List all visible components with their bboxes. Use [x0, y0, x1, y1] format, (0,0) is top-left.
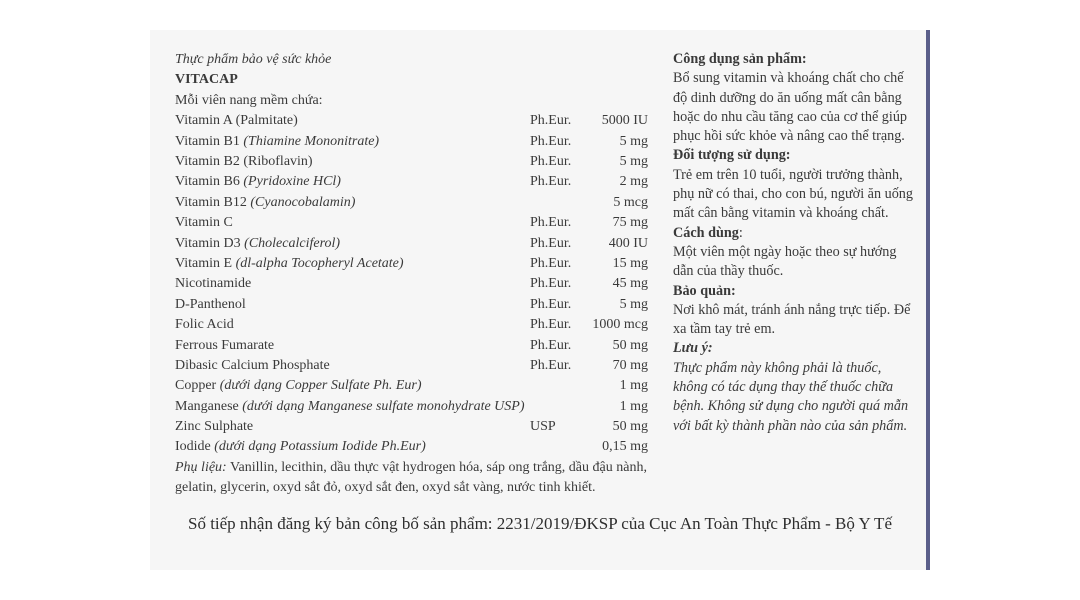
ingredient-quantity: 400 IU — [608, 235, 648, 251]
ingredient-name: D-Panthenol — [175, 296, 246, 312]
ingredient-row — [175, 111, 655, 131]
ingredient-row — [175, 172, 655, 192]
ingredient-name: Vitamin B6 (Pyridoxine HCl) — [175, 174, 341, 190]
ingredient-name: Vitamin D3 (Cholecalciferol) — [175, 235, 341, 251]
ingredient-standard: Ph.Eur. — [530, 317, 572, 333]
ingredient-row — [175, 295, 655, 315]
ingredient-row — [175, 376, 655, 396]
ingredient-note: (Pyridoxine HCl) — [243, 174, 341, 190]
ingredient-standard: USP — [530, 419, 556, 435]
ingredient-standard: Ph.Eur. — [530, 215, 572, 231]
ingredient-quantity: 50 mg — [612, 419, 648, 435]
ingredient-name: Iodide (dưới dạng Potassium Iodide Ph.Eur) — [175, 439, 426, 455]
ingredient-name: Vitamin A (Palmitate) — [175, 113, 298, 129]
ingredient-quantity: 5 mg — [619, 296, 648, 312]
note-text: Thực phẩm này không phải là thuốc, không có tác dụng thay thế thuốc chữa bệnh. Không sử dụng cho người quá mẫn với bất kỳ thành phần nào của sản phẩm. — [673, 359, 909, 434]
ingredient-name: Folic Acid — [175, 317, 234, 333]
ingredient-name: Dibasic Calcium Phosphate — [175, 357, 330, 373]
info-panel — [673, 50, 913, 436]
usage-text: Một viên một ngày hoặc theo sự hướng dẫn của thầy thuốc. — [673, 243, 897, 280]
uses-title: Công dụng sản phẩm: — [673, 51, 807, 67]
product-category: Thực phẩm bảo vệ sức khỏe — [175, 52, 332, 67]
ingredient-quantity: 0,15 mg — [602, 439, 648, 455]
ingredient-name: Vitamin B1 (Thiamine Mononitrate) — [175, 133, 380, 149]
excipients — [175, 458, 655, 499]
target-title: Đối tượng sử dụng: — [673, 147, 791, 164]
ingredient-note: (dưới dạng Manganese sulfate monohydrate USP) — [242, 398, 525, 414]
ingredient-name: Vitamin E (dl-alpha Tocopheryl Acetate) — [175, 255, 404, 271]
ingredient-row — [175, 213, 655, 233]
ingredient-name: Manganese (dưới dạng Manganese sulfate monohydrate USP) — [175, 398, 525, 414]
ingredient-name: Zinc Sulphate — [175, 419, 254, 435]
per-capsule-heading: Mỗi viên nang mềm chứa: — [175, 92, 323, 108]
ingredient-quantity: 5 mg — [619, 154, 648, 169]
ingredient-standard: Ph.Eur. — [530, 357, 572, 373]
ingredient-name: Ferrous Fumarate — [175, 337, 275, 353]
ingredient-quantity: 1 mg — [619, 398, 648, 414]
storage-text: Nơi khô mát, tránh ánh nắng trực tiếp. Để xa tầm tay trẻ em. — [673, 301, 911, 338]
ingredient-row — [175, 132, 655, 152]
ingredient-note: (Cyanocobalamin) — [250, 194, 356, 210]
ingredient-standard: Ph.Eur. — [530, 235, 572, 251]
ingredient-note: (dưới dạng Copper Sulfate Ph. Eur) — [219, 378, 422, 394]
ingredient-row — [175, 315, 655, 335]
ingredient-standard: Ph.Eur. — [530, 133, 572, 149]
ingredient-note: (Cholecalciferol) — [244, 235, 341, 251]
target-text: Trẻ em trên 10 tuổi, người trưởng thành, phụ nữ có thai, cho con bú, người ăn uống mất cân bằng vitamin và khoáng chất. — [673, 166, 913, 222]
ingredient-quantity: 5000 IU — [601, 113, 648, 129]
ingredient-name: Vitamin C — [175, 215, 233, 231]
usage-title: Cách dùng — [673, 224, 739, 241]
ingredient-row — [175, 336, 655, 356]
ingredient-row — [175, 254, 655, 274]
usage-colon: : — [738, 224, 743, 241]
ingredient-standard: Ph.Eur. — [530, 154, 572, 169]
ingredient-row — [175, 437, 655, 457]
product-name: VITACAP — [175, 72, 238, 88]
ingredient-list — [175, 111, 655, 458]
ingredient-quantity: 70 mg — [612, 357, 648, 373]
ingredients-panel — [175, 50, 655, 499]
ingredient-standard: Ph.Eur. — [530, 174, 572, 190]
ingredient-standard: Ph.Eur. — [530, 255, 572, 271]
ingredient-row — [175, 417, 655, 437]
registration-number: Số tiếp nhận đăng ký bản công bố sản phẩm: 2231/2019/ĐKSP của Cục An Toàn Thực Phẩm - Bộ Y Tế — [187, 514, 892, 533]
ingredient-standard: Ph.Eur. — [530, 276, 572, 292]
storage-title: Bảo quản: — [673, 282, 736, 299]
ingredient-row — [175, 234, 655, 254]
ingredient-row — [175, 193, 655, 213]
ingredient-standard: Ph.Eur. — [530, 113, 572, 129]
ingredient-quantity: 45 mg — [612, 276, 648, 292]
ingredient-note: (Thiamine Mononitrate) — [243, 133, 380, 149]
uses-text: Bổ sung vitamin và khoáng chất cho chế độ dinh dưỡng do ăn uống mất cân bằng hoặc do nhu cầu tăng cao của cơ thể giúp phục hồi sức khỏe và nâng cao thể trạng. — [673, 70, 908, 145]
ingredient-quantity: 5 mcg — [613, 194, 648, 210]
ingredient-row — [175, 152, 655, 172]
ingredient-name: Vitamin B12 (Cyanocobalamin) — [175, 194, 356, 210]
ingredient-quantity: 2 mg — [619, 174, 648, 190]
note-title: Lưu ý: — [673, 340, 713, 357]
excipients-label: Phụ liệu: — [175, 459, 227, 475]
ingredient-quantity: 1 mg — [619, 378, 648, 394]
ingredient-standard: Ph.Eur. — [530, 337, 572, 353]
excipients-text: Vanillin, lecithin, dầu thực vật hydrogen hóa, sáp ong trắng, dầu đậu nành, gelatin, glycerin, oxyd sắt đỏ, oxyd sắt đen, oxyd sắt vàng, nước tinh khiết. — [175, 459, 647, 496]
ingredient-name: Copper (dưới dạng Copper Sulfate Ph. Eur) — [175, 378, 422, 394]
ingredient-quantity: 50 mg — [612, 337, 648, 353]
ingredient-name: Nicotinamide — [175, 276, 252, 292]
ingredient-standard: Ph.Eur. — [530, 296, 572, 312]
ingredient-note: (dl-alpha Tocopheryl Acetate) — [235, 255, 404, 271]
ingredient-quantity: 15 mg — [612, 255, 648, 271]
ingredient-row — [175, 356, 655, 376]
ingredient-quantity: 75 mg — [612, 215, 648, 231]
ingredient-note: (dưới dạng Potassium Iodide Ph.Eur) — [214, 439, 426, 455]
ingredient-quantity: 5 mg — [619, 133, 648, 149]
ingredient-name: Vitamin B2 (Riboflavin) — [175, 154, 313, 169]
ingredient-row — [175, 274, 655, 294]
ingredient-quantity: 1000 mcg — [592, 317, 648, 333]
ingredient-row — [175, 397, 655, 417]
